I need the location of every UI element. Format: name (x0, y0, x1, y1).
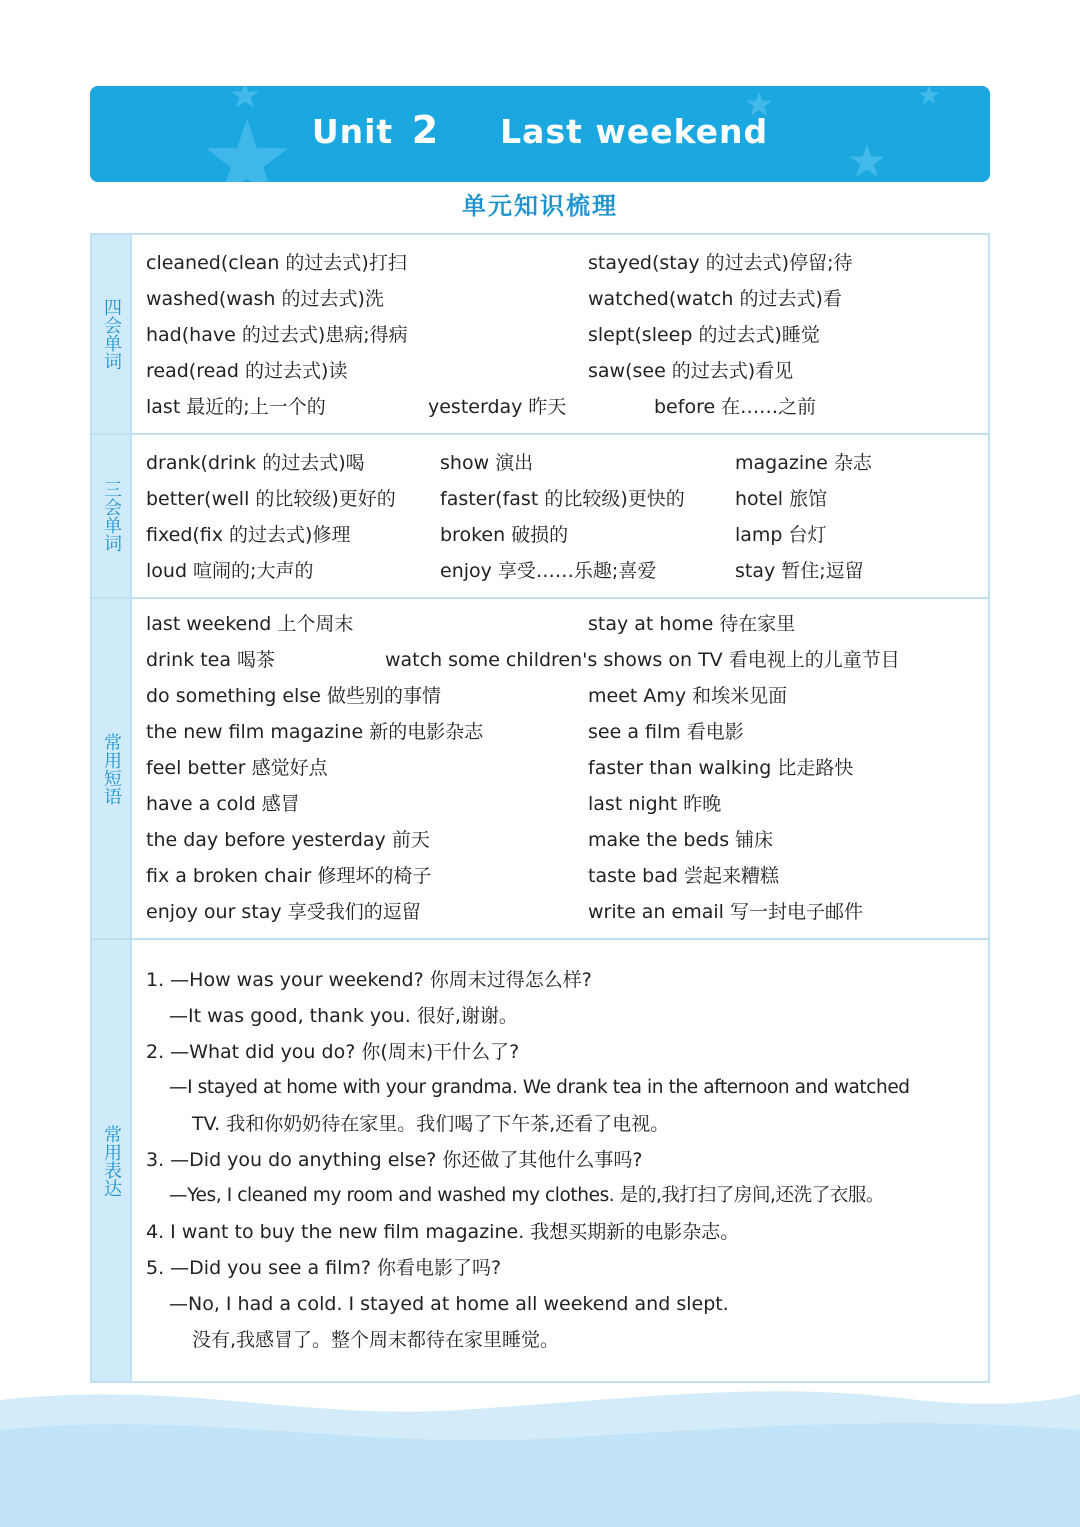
word-entry: fixed(fix 的过去式)修理 (146, 524, 351, 546)
word-entry: stayed(stay 的过去式)停留;待 (588, 252, 853, 274)
phrase-entry: write an email 写一封电子邮件 (588, 901, 863, 923)
word-entry: magazine 杂志 (735, 452, 872, 474)
word-row (146, 248, 976, 278)
phrase-entry: have a cold 感冒 (146, 793, 300, 815)
phrase-row (146, 897, 976, 927)
expression-line: TV. 我和你奶奶待在家里。我们喝了下午茶,还看了电视。 (192, 1113, 670, 1135)
word-entry: broken 破损的 (440, 524, 569, 546)
phrase-entry: last weekend 上个周末 (146, 613, 354, 635)
word-row (146, 520, 976, 550)
expression-line: 4. I want to buy the new film magazine. 我想买期新的电影杂志。 (146, 1221, 740, 1243)
word-row (146, 484, 976, 514)
word-row (146, 392, 976, 422)
phrase-row (146, 609, 976, 639)
phrase-row (146, 825, 976, 855)
word-entry: loud 喧闹的;大声的 (146, 560, 314, 582)
section-three-skill-words (92, 435, 988, 599)
phrase-entry: enjoy our stay 享受我们的逗留 (146, 901, 421, 923)
expression-line: —I stayed at home with your grandma. We drank tea in the afternoon and watched (169, 1077, 910, 1098)
word-entry: enjoy 享受……乐趣;喜爱 (440, 560, 657, 582)
phrase-entry: meet Amy 和埃米见面 (588, 685, 788, 707)
word-row (146, 556, 976, 586)
bottom-wave-decoration (0, 1380, 1080, 1527)
word-row (146, 356, 976, 386)
unit-title (90, 108, 990, 152)
section-common-expressions (92, 940, 988, 1381)
unit-number: 2 (411, 108, 440, 152)
phrase-entry: feel better 感觉好点 (146, 757, 328, 779)
section-label-box (92, 940, 132, 1381)
expression-line: —Yes, I cleaned my room and washed my clothes. 是的,我打扫了房间,还洗了衣服。 (169, 1185, 885, 1206)
word-entry: saw(see 的过去式)看见 (588, 360, 794, 382)
expression-line: 2. —What did you do? 你(周末)干什么了? (146, 1041, 520, 1063)
expression-line: 没有,我感冒了。整个周末都待在家里睡觉。 (192, 1329, 560, 1351)
word-entry: before 在……之前 (654, 396, 817, 418)
content-table (90, 233, 990, 1383)
phrase-entry: do something else 做些别的事情 (146, 685, 441, 707)
word-entry: yesterday 昨天 (428, 396, 567, 418)
word-entry: slept(sleep 的过去式)睡觉 (588, 324, 820, 346)
section-common-phrases (92, 599, 988, 940)
word-entry: washed(wash 的过去式)洗 (146, 288, 384, 310)
word-entry: show 演出 (440, 452, 534, 474)
word-row (146, 284, 976, 314)
expression-line: 1. —How was your weekend? 你周末过得怎么样? (146, 969, 592, 991)
phrase-entry: watch some children's shows on TV 看电视上的儿童节目 (385, 649, 900, 671)
page-subtitle: 单元知识梳理 (462, 192, 618, 220)
word-entry: stay 暂住;逗留 (735, 560, 864, 582)
word-entry: faster(fast 的比较级)更快的 (440, 488, 685, 510)
phrase-entry: the new film magazine 新的电影杂志 (146, 721, 484, 743)
expression-line: —No, I had a cold. I stayed at home all weekend and slept. (169, 1293, 729, 1315)
section-label: 四会单词 (101, 298, 122, 370)
unit-label: Unit (311, 112, 394, 151)
word-entry: last 最近的;上一个的 (146, 396, 326, 418)
phrase-entry: drink tea 喝茶 (146, 649, 276, 671)
section-label: 常用表达 (101, 1124, 122, 1197)
phrase-row (146, 717, 976, 747)
star-icon (918, 86, 940, 106)
phrase-row (146, 861, 976, 891)
unit-name: Last weekend (500, 112, 769, 151)
word-entry: read(read 的过去式)读 (146, 360, 348, 382)
word-row (146, 448, 976, 478)
expression-line: 3. —Did you do anything else? 你还做了其他什么事吗? (146, 1149, 643, 1171)
phrase-row (146, 681, 976, 711)
word-entry: cleaned(clean 的过去式)打扫 (146, 252, 407, 274)
section-label-box (92, 235, 132, 433)
word-row (146, 320, 976, 350)
phrase-entry: faster than walking 比走路快 (588, 757, 854, 779)
word-entry: had(have 的过去式)患病;得病 (146, 324, 408, 346)
phrase-row (146, 645, 976, 675)
word-entry: lamp 台灯 (735, 524, 827, 546)
star-icon (230, 86, 260, 110)
expression-line: —It was good, thank you. 很好,谢谢。 (169, 1005, 518, 1027)
phrase-entry: the day before yesterday 前天 (146, 829, 430, 851)
word-entry: watched(watch 的过去式)看 (588, 288, 842, 310)
phrase-row (146, 753, 976, 783)
unit-banner (90, 86, 990, 182)
section-four-skill-words (92, 235, 988, 435)
word-entry: better(well 的比较级)更好的 (146, 488, 396, 510)
word-entry: hotel 旅馆 (735, 488, 828, 510)
phrase-entry: last night 昨晚 (588, 793, 722, 815)
section-label-box (92, 599, 132, 938)
word-entry: drank(drink 的过去式)喝 (146, 452, 365, 474)
phrase-entry: fix a broken chair 修理坏的椅子 (146, 865, 432, 887)
section-label-box (92, 435, 132, 597)
section-label: 常用短语 (101, 732, 122, 805)
phrase-entry: see a film 看电影 (588, 721, 744, 743)
expression-line: 5. —Did you see a film? 你看电影了吗? (146, 1257, 502, 1279)
phrase-entry: taste bad 尝起来糟糕 (588, 865, 779, 887)
phrase-entry: make the beds 铺床 (588, 829, 774, 851)
section-label: 三会单词 (101, 480, 122, 552)
phrase-row (146, 789, 976, 819)
phrase-entry: stay at home 待在家里 (588, 613, 796, 635)
